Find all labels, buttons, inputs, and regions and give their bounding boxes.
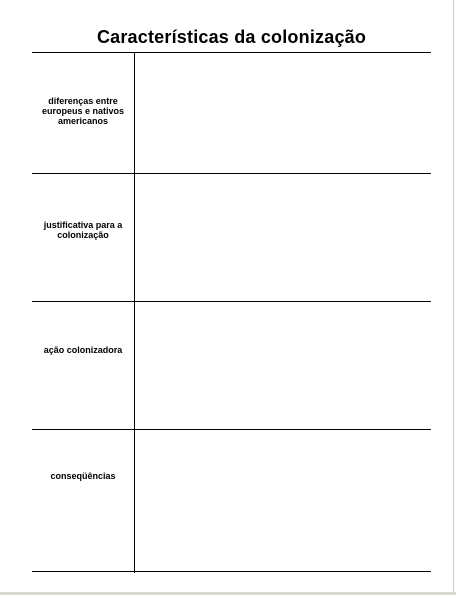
row-label-consequences: conseqüências	[50, 471, 116, 481]
page-title: Características da colonização	[96, 27, 367, 47]
answer-cell-differences[interactable]	[135, 53, 431, 173]
row-label-differences: diferenças entre europeus e nativos americanos	[41, 96, 125, 126]
answer-cell-colonizing-action[interactable]	[135, 302, 431, 429]
row-label-justification: justificativa para a colonização	[43, 220, 123, 240]
answer-cell-consequences[interactable]	[135, 430, 431, 571]
row-label-colonizing-action: ação colonizadora	[43, 345, 123, 355]
answer-cell-justification[interactable]	[135, 174, 431, 301]
table-bottom-border	[32, 571, 431, 572]
colonization-table	[32, 52, 431, 573]
